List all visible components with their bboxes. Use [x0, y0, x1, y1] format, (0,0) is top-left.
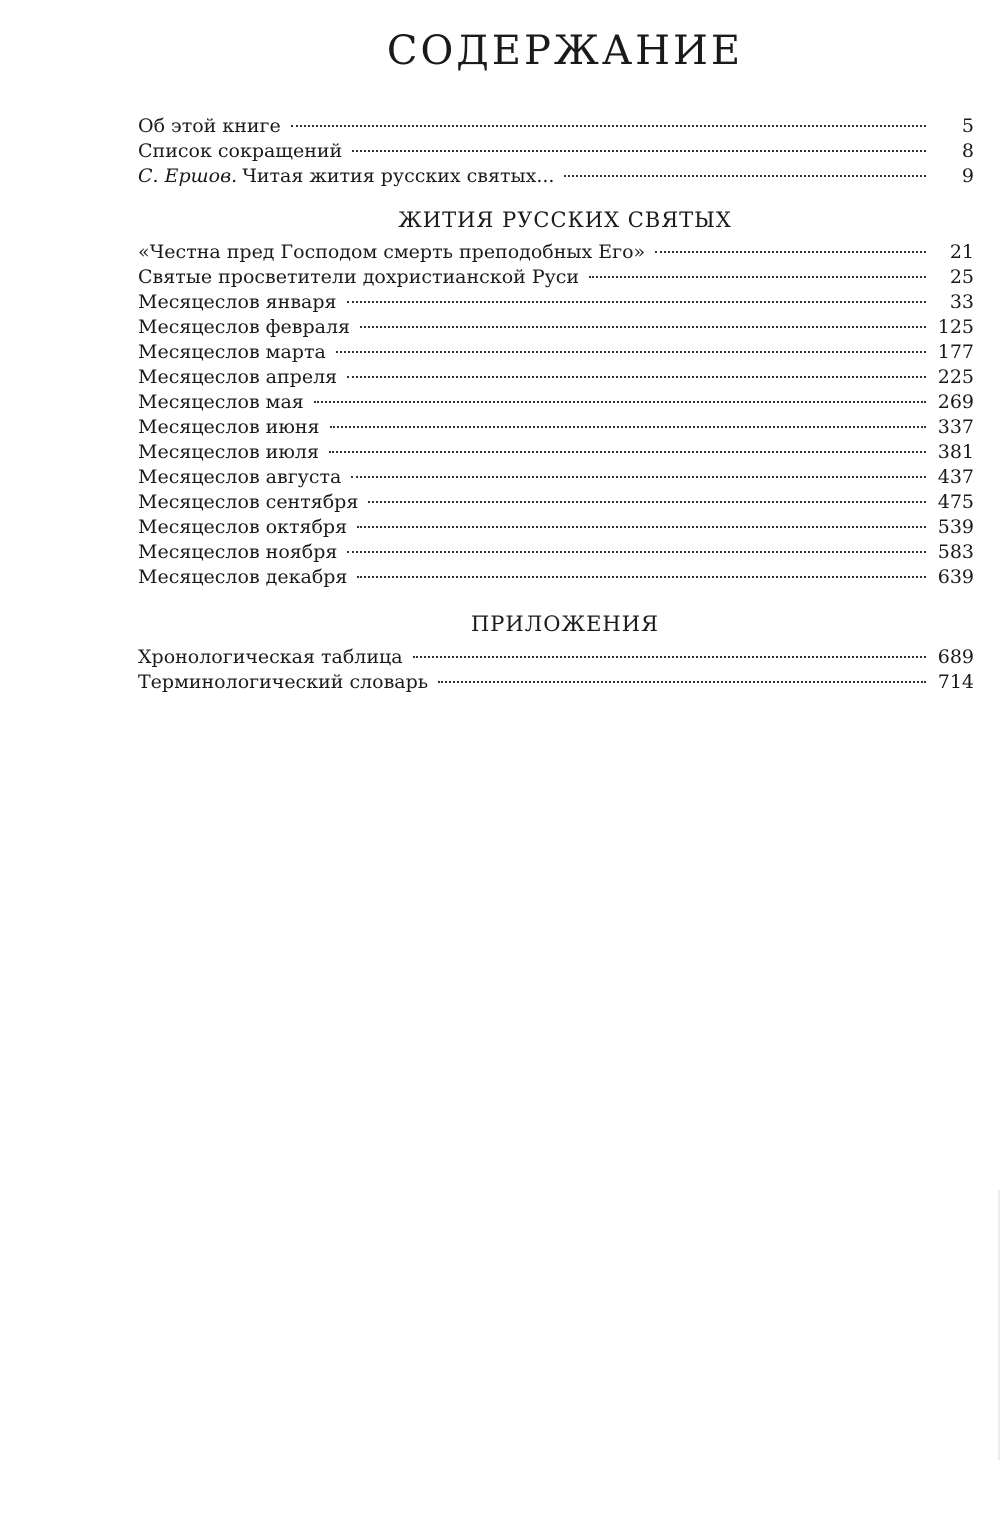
dot-leader [329, 451, 926, 453]
toc-entry[interactable] [138, 164, 974, 189]
toc-entry[interactable] [138, 670, 974, 695]
toc-entry[interactable] [138, 490, 974, 515]
toc-entry-label: Об этой книге [138, 115, 281, 137]
toc-entry-label: Хронологическая таблица [138, 646, 403, 668]
toc-entry[interactable] [138, 415, 974, 440]
section-heading-appendix: ПРИЛОЖЕНИЯ [470, 612, 659, 636]
toc-entry-page: 177 [937, 341, 974, 363]
toc-entry-label: Месяцеслов декабря [138, 566, 348, 588]
toc-entry-page: 583 [937, 541, 974, 563]
dot-leader [336, 351, 926, 353]
dot-leader [347, 376, 926, 378]
toc-entry[interactable] [138, 565, 974, 590]
toc-entry[interactable] [138, 440, 974, 465]
toc-entry-label: Месяцеслов марта [138, 341, 326, 363]
toc-entry-label: Месяцеслов июля [138, 441, 319, 463]
toc-entry-page: 689 [937, 646, 974, 668]
dot-leader [347, 301, 927, 303]
toc-entry-page: 8 [961, 140, 974, 162]
toc-entry[interactable] [138, 540, 974, 565]
toc-entry-label: Месяцеслов июня [138, 416, 320, 438]
toc-entry[interactable] [138, 365, 974, 390]
toc-entry[interactable] [138, 340, 974, 365]
dot-leader [368, 501, 926, 503]
toc-entry-page: 337 [937, 416, 974, 438]
dot-leader [291, 125, 926, 127]
dot-leader [413, 656, 926, 658]
toc-entry-label: Терминологический словарь [138, 671, 429, 693]
toc-entry-label: Месяцеслов октября [138, 516, 348, 538]
dot-leader [351, 476, 926, 478]
toc-entry[interactable] [138, 645, 974, 670]
dot-leader [357, 526, 926, 528]
dot-leader [347, 551, 926, 553]
dot-leader [352, 150, 926, 152]
toc-entry-label-group [138, 164, 554, 189]
toc-entry-label: Месяцеслов января [138, 291, 337, 313]
toc-entry[interactable] [138, 390, 974, 415]
toc-entry-label: Месяцеслов августа [138, 466, 342, 488]
page-title: СОДЕРЖАНИЕ [386, 28, 744, 74]
toc-entry-page: 9 [961, 165, 974, 187]
toc-entry-label: Месяцеслов мая [138, 391, 304, 413]
toc-entry-label: «Честна пред Господом смерть преподобных Его» [138, 241, 646, 263]
toc-front-matter [138, 114, 974, 189]
toc-entry-author: С. Ершов. [138, 165, 238, 187]
toc-entry-label: Месяцеслов февраля [138, 316, 351, 338]
toc-entry-label: Список сокращений [138, 140, 343, 162]
toc-entry-page: 475 [937, 491, 974, 513]
toc-entry-page: 381 [937, 441, 974, 463]
toc-entry-label: Месяцеслов сентября [138, 491, 359, 513]
toc-entry-page: 714 [937, 671, 974, 693]
toc-entry-page: 33 [949, 291, 974, 313]
dot-leader [330, 426, 926, 428]
toc-entry-page: 25 [949, 266, 974, 288]
toc-entry-label: Месяцеслов ноября [138, 541, 338, 563]
toc-entry-label: Святые просветители дохристианской Руси [138, 266, 580, 288]
toc-entry-page: 5 [961, 115, 974, 137]
toc-entry[interactable] [138, 315, 974, 340]
toc-entry[interactable] [138, 265, 974, 290]
dot-leader [655, 251, 926, 253]
toc-entry-label: Месяцеслов апреля [138, 366, 338, 388]
toc-entry-page: 269 [937, 391, 974, 413]
toc-entry[interactable] [138, 139, 974, 164]
dot-leader [438, 681, 926, 683]
toc-entry-page: 225 [937, 366, 974, 388]
toc-entry[interactable] [138, 114, 974, 139]
dot-leader [360, 326, 926, 328]
toc-entry-page: 125 [937, 316, 974, 338]
section-heading-lives: ЖИТИЯ РУССКИХ СВЯТЫХ [398, 208, 732, 232]
toc-appendix [138, 645, 974, 695]
toc-entry-page: 639 [937, 566, 974, 588]
toc-entry[interactable] [138, 515, 974, 540]
toc-entry[interactable] [138, 240, 974, 265]
toc-entry-label: Читая жития русских святых... [242, 165, 555, 187]
toc-entry[interactable] [138, 290, 974, 315]
toc-lives [138, 240, 974, 590]
toc-entry[interactable] [138, 465, 974, 490]
dot-leader [314, 401, 926, 403]
dot-leader [589, 276, 926, 278]
toc-entry-page: 21 [949, 241, 974, 263]
dot-leader [357, 576, 926, 578]
dot-leader [564, 175, 926, 177]
toc-entry-page: 437 [937, 466, 974, 488]
toc-entry-page: 539 [937, 516, 974, 538]
